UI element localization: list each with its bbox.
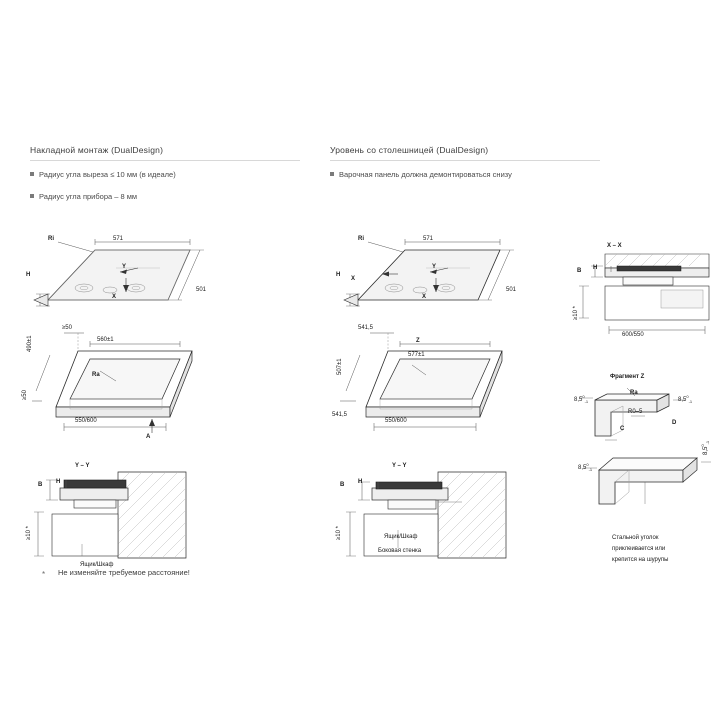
right-fragment-angle4: $8,5^0_{-1}$ xyxy=(700,440,711,455)
left-label-height: 501 xyxy=(196,287,207,293)
middle-label-z: Z xyxy=(416,338,420,344)
middle-cutout-left-margin: 507±1 xyxy=(337,358,343,375)
bullet-left-2: Радиус угла прибора – 8 мм xyxy=(30,192,137,201)
left-label-y: Y xyxy=(122,264,127,270)
right-xx-width: 600/550 xyxy=(622,332,644,338)
right-xx-min: ≥10 * xyxy=(573,306,579,320)
column-heading-right: Уровень со столешницей (DualDesign) xyxy=(330,145,489,155)
footnote-text: Не изменяйте требуемое расстояние! xyxy=(58,568,190,577)
bullet-square-icon xyxy=(330,172,334,176)
left-label-ri: Ri xyxy=(48,236,54,242)
right-fragment-angle1: $8,5^0_{-1}$ xyxy=(574,394,589,405)
middle-cutout-top-margin: 541,5 xyxy=(358,325,374,331)
left-label-x: X xyxy=(112,294,117,300)
left-panel-top-view xyxy=(20,228,290,318)
left-label-h: H xyxy=(26,272,31,278)
footnote xyxy=(42,568,190,579)
right-xx-h: H xyxy=(593,265,598,271)
left-cutout-left-margin: 490±1 xyxy=(27,335,33,352)
middle-label-x: X xyxy=(422,294,427,300)
middle-cutout-bottom-margin: 541,5 xyxy=(332,412,348,418)
middle-label-ri: Ri xyxy=(358,236,364,242)
middle-section-min: ≥10 * xyxy=(336,526,342,540)
middle-label-h: H xyxy=(336,272,341,278)
left-section-title: Y – Y xyxy=(75,463,90,469)
left-label-ra: Ra xyxy=(92,372,100,378)
left-section-b: B xyxy=(38,482,43,488)
right-fragment-angle2: $8,5^0_{-1}$ xyxy=(678,394,693,405)
left-section-note: Ящик/Шкаф xyxy=(80,562,114,568)
left-section-min: ≥10 * xyxy=(26,526,32,540)
middle-section-note2: Боковая стенка xyxy=(378,548,422,554)
right-xx-b: B xyxy=(577,268,582,274)
middle-section-h: H xyxy=(358,479,363,485)
right-fragment-angle3: $8,5^0_{-1}$ xyxy=(578,462,593,473)
middle-label-width: 571 xyxy=(423,236,434,242)
left-section-h: H xyxy=(56,479,61,485)
middle-cutout-width-bottom: 550/600 xyxy=(385,418,407,424)
right-fragment-d: D xyxy=(672,420,677,426)
right-caption-line-2: приклеивается или xyxy=(612,546,666,552)
middle-cutout-view xyxy=(330,315,600,445)
left-label-width: 571 xyxy=(113,236,124,242)
footnote-marker: * xyxy=(42,570,46,579)
left-cutout-width-bottom: 550/600 xyxy=(75,418,97,424)
middle-section-note1: Ящик/Шкаф xyxy=(384,534,418,540)
left-label-a: A xyxy=(146,434,151,440)
middle-section-title: Y – Y xyxy=(392,463,407,469)
middle-section-b: B xyxy=(340,482,345,488)
bullet-left-1: Радиус угла выреза ≤ 10 мм (в идеале) xyxy=(30,170,176,179)
right-fragment-title: Фрагмент Z xyxy=(610,374,645,380)
left-cutout-view xyxy=(20,315,290,445)
heading-rule-left xyxy=(30,160,300,161)
right-angle-bracket xyxy=(565,448,715,518)
right-caption-line-3: крепится на шурупы xyxy=(612,557,669,563)
left-cutout-bottom-margin: ≥50 xyxy=(22,390,28,400)
bullet-right-1: Варочная панель должна демонтироваться снизу xyxy=(330,170,512,179)
middle-cutout-width-top: 577±1 xyxy=(408,352,425,358)
right-caption-line-1: Стальной уголок xyxy=(612,535,659,541)
left-section-yy xyxy=(18,470,188,570)
right-fragment-c: C xyxy=(620,426,625,432)
bullet-square-icon xyxy=(30,172,34,176)
left-cutout-top-margin: ≥50 xyxy=(62,325,72,331)
middle-label-y: Y xyxy=(432,264,437,270)
middle-label-height: 501 xyxy=(506,287,517,293)
right-xx-title: X – X xyxy=(607,243,622,249)
column-heading-left: Накладной монтаж (DualDesign) xyxy=(30,145,164,155)
bullet-square-icon xyxy=(30,194,34,198)
left-cutout-width-top: 560±1 xyxy=(97,337,114,343)
right-fragment-r: R0–5 xyxy=(628,409,643,415)
right-fragment-ra: Ra xyxy=(630,390,638,396)
right-section-xx xyxy=(565,252,715,342)
heading-rule-right xyxy=(330,160,600,161)
middle-panel-top-view xyxy=(330,228,600,318)
middle-label-x-left: X xyxy=(351,276,356,282)
middle-section-yy xyxy=(328,470,508,570)
